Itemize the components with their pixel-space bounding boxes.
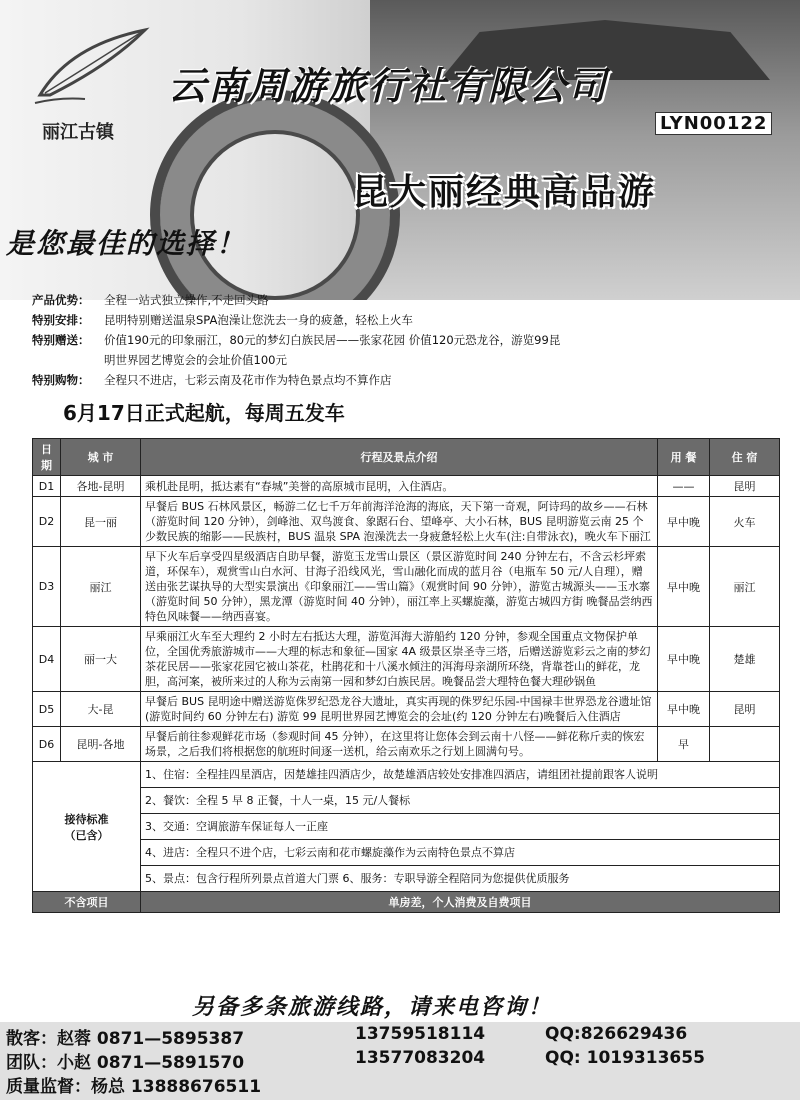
slogan: 昆大丽经典高品游 <box>352 172 657 213</box>
desc-cell: 早乘丽江火车至大理约 2 小时左右抵达大理，游览洱海大游船约 120 分钟，参观全国重点文物保护单位，全国优秀旅游城市——大理的标志和象征—国家 4A 级景区崇圣寺三塔，后赠送游览彩云之南的梦幻茶花民居——张家花园它被山茶花，杜鹃花和十八溪水倾注的洱海母亲湖所环绕，背靠苍山的鲜花，龙胆，高河案，被所来过的人称为云南第一园和梦幻白族民居。晚餐品尝大理特色餐大理砂锅鱼 <box>141 627 658 692</box>
stay-cell: 昆明 <box>710 692 780 727</box>
meal-cell: 早中晚 <box>658 547 710 627</box>
feature-label: 产品优势： <box>32 293 90 307</box>
standard-item: 3、交通：空调旅游车保证每人一正座 <box>141 814 780 840</box>
day-cell: D1 <box>33 476 61 497</box>
contact-qq: QQ: 1019313655 <box>545 1048 705 1068</box>
product-code: LYN00122 <box>655 112 772 135</box>
header-city: 城 市 <box>61 439 141 476</box>
meal-cell: 早中晚 <box>658 627 710 692</box>
city-cell: 昆明-各地 <box>61 727 141 762</box>
contact-qq: QQ:826629436 <box>545 1024 688 1044</box>
feature-label: 特别赠送： <box>32 333 90 347</box>
city-cell: 昆一丽 <box>61 497 141 547</box>
logo-text: 丽江古镇 <box>42 122 114 143</box>
contact-mobile: 13577083204 <box>355 1048 486 1068</box>
feature-item <box>32 370 712 390</box>
table-header-row <box>33 439 780 476</box>
feature-continuation: 明世界园艺博览会的会址价值100元 <box>104 353 287 367</box>
header-day: 日期 <box>33 439 61 476</box>
day-cell: D4 <box>33 627 61 692</box>
feature-label: 特别购物： <box>32 373 90 387</box>
company-name: 云南周游旅行社有限公司 <box>168 63 609 108</box>
feature-text: 昆明特别赠送温泉SPA泡澡让您洗去一身的疲惫，轻松上火车 <box>104 313 413 327</box>
feature-label: 特别安排： <box>32 313 90 327</box>
standard-row <box>33 814 780 840</box>
contact-row <box>0 1048 800 1072</box>
feature-text: 价值190元的印象丽江，80元的梦幻白族民居——张家花园 价值120元恐龙谷，游览99昆 <box>104 333 561 347</box>
standard-row <box>33 866 780 892</box>
standard-item: 4、进店：全程只不进个店，七彩云南和花市螺旋藻作为云南特色景点不算店 <box>141 840 780 866</box>
more-routes: 另备多条旅游线路，请来电咨询！ <box>192 994 553 1020</box>
stay-cell <box>710 727 780 762</box>
table-row <box>33 727 780 762</box>
city-cell: 各地-昆明 <box>61 476 141 497</box>
feather-logo-icon <box>30 25 150 105</box>
desc-cell: 早下火车后享受四星级酒店自助早餐，游览玉龙雪山景区（景区游览时间 240 分钟左右，不含云杉坪索道，环保车），观赏雪山白水河、甘海子沿线风光，雪山融化而成的蓝月谷（电瓶车 50 元/人自理），赠送由张艺谋执导的大型实景演出《印象丽江——雪山篇》（观赏时间 90 分钟），游览古城源头——玉水寨（游览时间 50 分钟），黑龙潭（游览时间 40 分钟），丽江率上买螺旋藻，游览古城四方街 晚餐品尝纳西特色风味餐——纳西喜宴。 <box>141 547 658 627</box>
city-cell: 丽江 <box>61 547 141 627</box>
standard-item: 2、餐饮：全程 5 早 8 正餐，十人一桌，15 元/人餐标 <box>141 788 780 814</box>
desc-cell: 早餐后前往参观鲜花市场（参观时间 45 分钟），在这里将让您体会到云南十八怪——鲜花称斤卖的恢宏场景，之后我们将根据您的航班时间逐一送机，给云南欢乐之行划上圆满句号。 <box>141 727 658 762</box>
stay-cell: 昆明 <box>710 476 780 497</box>
quality-supervisor: 质量监督：杨总 13888676511 <box>6 1077 262 1097</box>
excluded-row <box>33 892 780 913</box>
feature-item <box>32 330 712 350</box>
table-row <box>33 692 780 727</box>
standard-row <box>33 762 780 788</box>
city-cell: 大-昆 <box>61 692 141 727</box>
desc-cell: 早餐后 BUS 昆明途中赠送游览侏罗纪恐龙谷大遗址，真实再现的侏罗纪乐园-中国禄丰世界恐龙谷遗址馆(游览时间约 60 分钟左右) 游览 99 昆明世界园艺博览会的会址(约 120 分钟左右)晚餐后入住酒店 <box>141 692 658 727</box>
standard-row <box>33 840 780 866</box>
table-row <box>33 627 780 692</box>
feature-text: 全程只不进店，七彩云南及花市作为特色景点均不算作店 <box>104 373 392 387</box>
standard-item: 1、住宿：全程挂四星酒店，因楚雄挂四酒店少，故楚雄酒店较处安排准四酒店，请组团社提前跟客人说明 <box>141 762 780 788</box>
day-cell: D2 <box>33 497 61 547</box>
feature-item <box>32 310 712 330</box>
table-row <box>33 547 780 627</box>
city-cell: 丽一大 <box>61 627 141 692</box>
meal-cell: 早 <box>658 727 710 762</box>
desc-cell: 早餐后 BUS 石林风景区，畅游二亿七千万年前海洋沧海的海底，天下第一奇观，阿诗玛的故乡——石林（游览时间 120 分钟），剑峰池、双鸟渡食、象踞石台、望峰亭、大小石林，BUS 昆明游览云南 25 个少数民族的缩影——民族村，BUS 温泉 SPA 泡澡洗去一身疲惫轻松上火车(注:自带泳衣)，晚火车下丽江 <box>141 497 658 547</box>
standard-row <box>33 788 780 814</box>
contact-row <box>0 1072 800 1096</box>
stay-cell: 火车 <box>710 497 780 547</box>
contact-footer <box>0 1022 800 1100</box>
features-list <box>32 290 712 390</box>
excluded-text: 单房差，个人消费及自费项目 <box>141 892 780 913</box>
desc-cell: 乘机赴昆明，抵达素有“春城”美誉的高原城市昆明，入住酒店。 <box>141 476 658 497</box>
feature-item <box>32 290 712 310</box>
tagline: 是您最佳的选择！ <box>6 227 247 260</box>
meal-cell: 早中晚 <box>658 497 710 547</box>
stay-cell: 丽江 <box>710 547 780 627</box>
itinerary-table <box>32 438 780 913</box>
contact-row <box>0 1024 800 1048</box>
contact-name-phone: 团队：小赵 0871—5891570 <box>6 1053 245 1073</box>
day-cell: D5 <box>33 692 61 727</box>
launch-date: 6月17日正式起航，每周五发车 <box>63 401 345 425</box>
contact-name-phone: 散客：赵蓉 0871—5895387 <box>6 1029 245 1049</box>
day-cell: D6 <box>33 727 61 762</box>
table-row <box>33 476 780 497</box>
standard-item: 5、景点：包含行程所列景点首道大门票 6、服务：专职导游全程陪同为您提供优质服务 <box>141 866 780 892</box>
header-meal: 用 餐 <box>658 439 710 476</box>
stay-cell: 楚雄 <box>710 627 780 692</box>
contact-mobile: 13759518114 <box>355 1024 486 1044</box>
excluded-label: 不含项目 <box>33 892 141 913</box>
header-banner <box>0 0 800 300</box>
meal-cell: 早中晚 <box>658 692 710 727</box>
header-stay: 住 宿 <box>710 439 780 476</box>
header-desc: 行程及景点介绍 <box>141 439 658 476</box>
day-cell: D3 <box>33 547 61 627</box>
meal-cell: —— <box>658 476 710 497</box>
standard-label: 接待标准 （已含） <box>33 762 141 892</box>
feature-text: 全程一站式独立操作,不走回头路 <box>104 293 269 307</box>
table-row <box>33 497 780 547</box>
